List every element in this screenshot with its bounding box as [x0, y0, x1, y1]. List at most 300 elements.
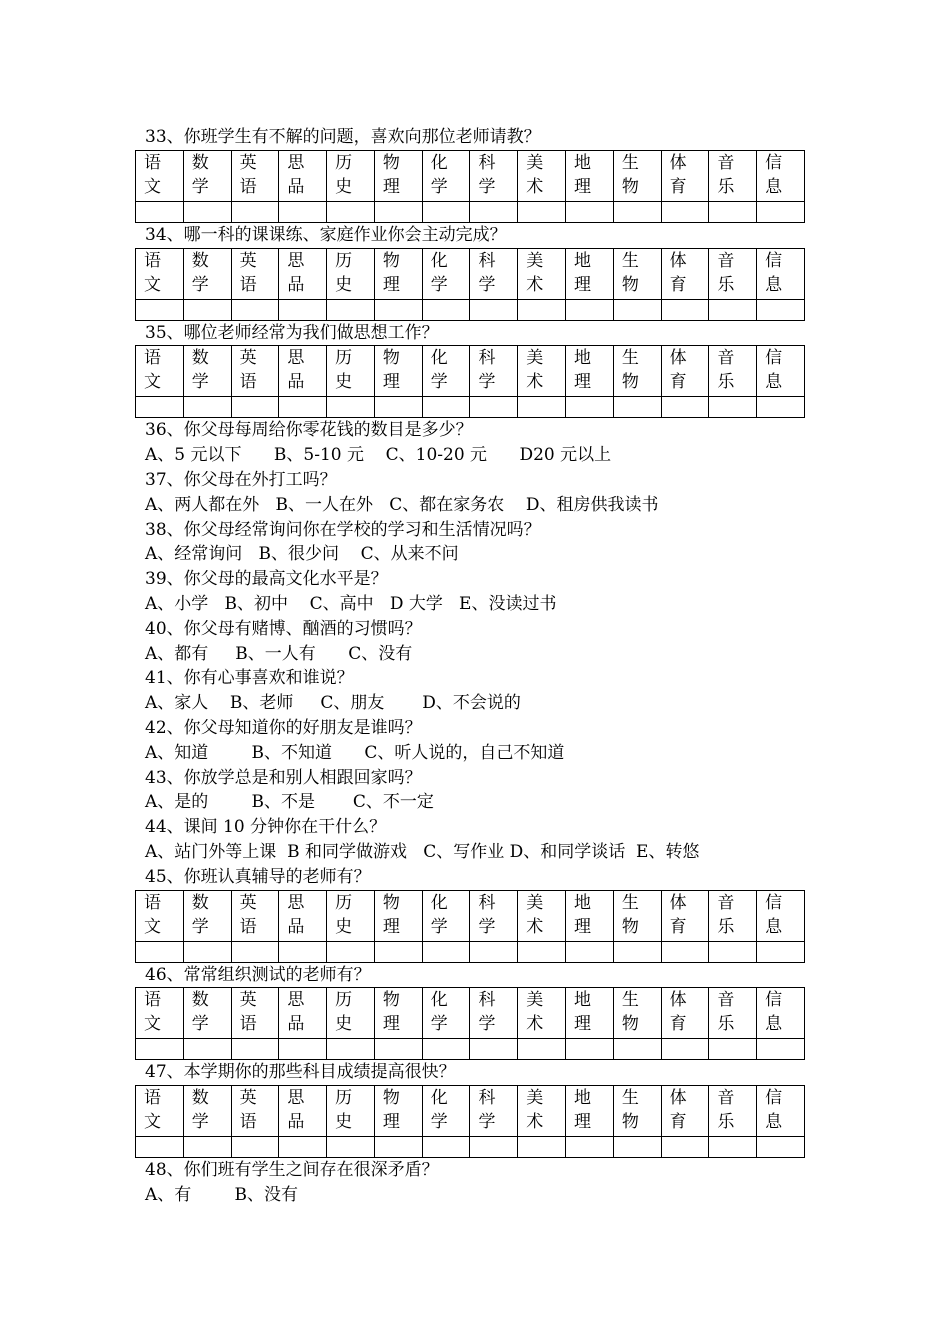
subject-cell	[231, 150, 279, 201]
subject-char: 生	[621, 990, 639, 1011]
subject-char: 历	[335, 152, 353, 173]
answer-cell[interactable]	[183, 1039, 231, 1060]
answer-cell[interactable]	[757, 299, 805, 320]
answer-cell[interactable]	[231, 397, 279, 418]
subject-cell	[231, 988, 279, 1039]
subject-char: 信	[765, 348, 783, 369]
subject-char: 音	[717, 348, 735, 369]
subject-char: 数	[191, 348, 209, 369]
answer-cell[interactable]	[183, 1137, 231, 1158]
answer-cell[interactable]	[327, 941, 375, 962]
subject-char: 数	[191, 892, 209, 913]
subject-cell	[374, 150, 422, 201]
subject-char: 术	[526, 176, 544, 197]
subject-cell	[183, 150, 231, 201]
subject-char: 化	[430, 892, 448, 913]
subject-char: 物	[621, 1112, 639, 1133]
subject-cell	[279, 1086, 327, 1137]
answer-cell[interactable]	[279, 397, 327, 418]
subject-char: 学	[478, 274, 496, 295]
subject-cell	[661, 346, 709, 397]
subject-cell	[566, 346, 614, 397]
subject-cell	[136, 1086, 184, 1137]
subject-cell	[470, 988, 518, 1039]
subject-char: 地	[574, 152, 592, 173]
answer-cell[interactable]	[279, 201, 327, 222]
subject-cell	[709, 150, 757, 201]
subject-char: 理	[574, 916, 592, 937]
answer-cell[interactable]	[374, 201, 422, 222]
answer-cell[interactable]	[279, 1137, 327, 1158]
subject-char: 英	[239, 1088, 257, 1109]
subject-cell	[518, 248, 566, 299]
subject-cell	[231, 890, 279, 941]
subject-char: 信	[765, 990, 783, 1011]
answer-cell[interactable]	[566, 1039, 614, 1060]
question-text: 34、哪一科的课课练、家庭作业你会主动完成？	[145, 224, 507, 245]
subject-char: 物	[621, 1014, 639, 1035]
answer-cell[interactable]	[183, 397, 231, 418]
subject-char: 息	[765, 274, 783, 295]
subject-char: 息	[765, 1112, 783, 1133]
subject-char: 科	[478, 152, 496, 173]
answer-cell[interactable]	[327, 1137, 375, 1158]
subject-cell	[136, 890, 184, 941]
subject-char: 语	[144, 990, 161, 1011]
subject-cell	[613, 1086, 661, 1137]
subject-cell	[613, 346, 661, 397]
subject-char: 语	[239, 176, 257, 197]
subject-char: 美	[526, 348, 544, 369]
subject-table	[135, 248, 805, 321]
answer-cell[interactable]	[709, 201, 757, 222]
question-text: 42、你父母知道你的好朋友是谁吗？	[145, 717, 422, 738]
answer-cell[interactable]	[613, 201, 661, 222]
question-text: 38、你父母经常询问你在学校的学习和生活情况吗？	[145, 519, 541, 540]
answer-cell[interactable]	[661, 941, 709, 962]
question-text: 44、课间 10 分钟你在干什么？	[145, 817, 387, 838]
answer-cell[interactable]	[327, 1039, 375, 1060]
subject-char: 生	[621, 348, 639, 369]
answer-options: A、有 B、没有	[145, 1184, 298, 1205]
subject-cell	[566, 150, 614, 201]
subject-char: 音	[717, 152, 735, 173]
answer-cell[interactable]	[422, 299, 470, 320]
subject-char: 物	[621, 372, 639, 393]
answer-cell[interactable]	[422, 397, 470, 418]
subject-cell	[757, 890, 805, 941]
subject-char: 乐	[717, 176, 735, 197]
subject-char: 语	[239, 916, 257, 937]
subject-char: 语	[239, 1014, 257, 1035]
subject-cell	[661, 150, 709, 201]
subject-cell	[422, 890, 470, 941]
subject-char: 思	[287, 152, 305, 173]
subject-char: 英	[239, 152, 257, 173]
answer-cell[interactable]	[613, 1137, 661, 1158]
answer-cell[interactable]	[327, 299, 375, 320]
subject-cell	[566, 248, 614, 299]
subject-char: 文	[144, 274, 161, 295]
subject-char: 信	[765, 250, 783, 271]
subject-char: 乐	[717, 916, 735, 937]
answer-cell[interactable]	[709, 1039, 757, 1060]
answer-cell[interactable]	[518, 1039, 566, 1060]
question-text: 33、你班学生有不解的问题，喜欢向那位老师请教？	[145, 127, 541, 147]
subject-char: 文	[144, 916, 161, 937]
answer-cell[interactable]	[757, 1137, 805, 1158]
subject-char: 语	[144, 1088, 161, 1109]
subject-cell	[470, 890, 518, 941]
answer-cell[interactable]	[183, 299, 231, 320]
subject-char: 体	[669, 250, 687, 271]
subject-char: 科	[478, 892, 496, 913]
subject-char: 英	[239, 892, 257, 913]
answer-options: A、家人 B、老师 C、朋友 D、不会说的	[145, 693, 521, 714]
subject-char: 品	[287, 274, 305, 295]
subject-cell	[136, 988, 184, 1039]
subject-cell	[183, 988, 231, 1039]
subject-cell	[231, 1086, 279, 1137]
answer-options: A、两人都在外 B、一人在外 C、都在家务农 D、租房供我读书	[145, 494, 659, 515]
question-text: 35、哪位老师经常为我们做思想工作？	[145, 322, 439, 343]
subject-cell	[518, 988, 566, 1039]
subject-char: 历	[335, 892, 353, 913]
answer-options: A、是的 B、不是 C、不一定	[145, 792, 434, 813]
subject-char: 术	[526, 274, 544, 295]
subject-char: 地	[574, 892, 592, 913]
question-text: 36、你父母每周给你零花钱的数目是多少？	[145, 420, 473, 441]
answer-cell[interactable]	[518, 397, 566, 418]
answer-cell[interactable]	[709, 941, 757, 962]
answer-cell[interactable]	[279, 299, 327, 320]
subject-char: 育	[669, 274, 687, 295]
question-text: 45、你班认真辅导的老师有？	[145, 866, 371, 887]
subject-char: 理	[574, 176, 592, 197]
subject-char: 育	[669, 372, 687, 393]
subject-cell	[279, 150, 327, 201]
subject-char: 史	[335, 1112, 353, 1133]
answer-cell[interactable]	[231, 1137, 279, 1158]
subject-cell	[661, 890, 709, 941]
answer-cell[interactable]	[279, 941, 327, 962]
answer-cell[interactable]	[374, 1039, 422, 1060]
subject-char: 学	[191, 176, 209, 197]
subject-char: 学	[191, 372, 209, 393]
subject-cell	[470, 150, 518, 201]
subject-char: 术	[526, 1014, 544, 1035]
answer-cell[interactable]	[136, 201, 184, 222]
subject-char: 美	[526, 892, 544, 913]
subject-char: 育	[669, 1014, 687, 1035]
subject-cell	[470, 1086, 518, 1137]
subject-char: 乐	[717, 1014, 735, 1035]
subject-cell	[709, 890, 757, 941]
subject-char: 音	[717, 1088, 735, 1109]
subject-char: 物	[621, 916, 639, 937]
answer-cell[interactable]	[518, 299, 566, 320]
subject-char: 学	[478, 176, 496, 197]
subject-cell	[136, 150, 184, 201]
subject-cell	[183, 346, 231, 397]
answer-cell[interactable]	[470, 299, 518, 320]
subject-char: 美	[526, 152, 544, 173]
questionnaire-page	[145, 125, 815, 1208]
subject-cell	[518, 150, 566, 201]
answer-cell[interactable]	[661, 1137, 709, 1158]
question-text: 39、你父母的最高文化水平是？	[145, 569, 388, 590]
answer-cell[interactable]	[422, 1137, 470, 1158]
subject-char: 语	[144, 348, 161, 369]
answer-cell[interactable]	[327, 397, 375, 418]
subject-cell	[470, 346, 518, 397]
subject-char: 术	[526, 916, 544, 937]
subject-cell	[327, 150, 375, 201]
subject-cell	[327, 346, 375, 397]
subject-cell	[374, 346, 422, 397]
subject-cell	[279, 248, 327, 299]
answer-cell[interactable]	[183, 941, 231, 962]
subject-char: 学	[191, 274, 209, 295]
subject-char: 物	[382, 990, 400, 1011]
subject-char: 化	[430, 1088, 448, 1109]
subject-cell	[422, 1086, 470, 1137]
answer-cell[interactable]	[757, 1039, 805, 1060]
subject-char: 体	[669, 152, 687, 173]
answer-cell[interactable]	[374, 941, 422, 962]
subject-cell	[327, 890, 375, 941]
subject-char: 物	[621, 274, 639, 295]
subject-char: 品	[287, 1112, 305, 1133]
subject-char: 品	[287, 916, 305, 937]
answer-cell[interactable]	[231, 1039, 279, 1060]
subject-char: 信	[765, 1088, 783, 1109]
answer-cell[interactable]	[661, 299, 709, 320]
subject-cell	[183, 1086, 231, 1137]
answer-cell[interactable]	[613, 941, 661, 962]
answer-options: A、知道 B、不知道 C、听人说的，自己不知道	[145, 742, 565, 763]
answer-cell[interactable]	[661, 201, 709, 222]
subject-char: 生	[621, 250, 639, 271]
subject-table	[135, 890, 805, 963]
subject-char: 音	[717, 990, 735, 1011]
subject-char: 英	[239, 990, 257, 1011]
subject-char: 数	[191, 1088, 209, 1109]
answer-cell[interactable]	[470, 201, 518, 222]
subject-char: 思	[287, 348, 305, 369]
subject-table	[135, 1085, 805, 1158]
subject-char: 理	[382, 274, 400, 295]
answer-cell[interactable]	[613, 299, 661, 320]
subject-char: 品	[287, 372, 305, 393]
answer-cell[interactable]	[470, 397, 518, 418]
answer-cell[interactable]	[231, 299, 279, 320]
subject-char: 息	[765, 916, 783, 937]
subject-cell	[136, 248, 184, 299]
question-text: 40、你父母有赌博、酗酒的习惯吗？	[145, 618, 422, 639]
answer-cell[interactable]	[566, 299, 614, 320]
subject-char: 语	[239, 1112, 257, 1133]
subject-char: 化	[430, 348, 448, 369]
subject-char: 物	[382, 892, 400, 913]
answer-cell[interactable]	[709, 397, 757, 418]
answer-options: A、小学 B、初中 C、高中 D 大学 E、没读过书	[145, 593, 557, 614]
subject-char: 乐	[717, 372, 735, 393]
subject-char: 科	[478, 1088, 496, 1109]
subject-char: 学	[430, 1112, 448, 1133]
subject-cell	[231, 346, 279, 397]
answer-cell[interactable]	[566, 1137, 614, 1158]
answer-cell[interactable]	[183, 201, 231, 222]
subject-char: 语	[239, 274, 257, 295]
answer-cell[interactable]	[661, 397, 709, 418]
subject-char: 体	[669, 892, 687, 913]
subject-char: 物	[382, 152, 400, 173]
subject-cell	[661, 1086, 709, 1137]
subject-cell	[566, 890, 614, 941]
subject-cell	[327, 988, 375, 1039]
subject-char: 文	[144, 1112, 161, 1133]
answer-cell[interactable]	[518, 1137, 566, 1158]
subject-char: 理	[574, 372, 592, 393]
answer-cell[interactable]	[231, 941, 279, 962]
subject-char: 术	[526, 1112, 544, 1133]
subject-char: 息	[765, 1014, 783, 1035]
subject-char: 美	[526, 990, 544, 1011]
answer-cell[interactable]	[566, 941, 614, 962]
answer-options: A、都有 B、一人有 C、没有	[145, 643, 413, 664]
subject-char: 科	[478, 348, 496, 369]
subject-char: 理	[382, 176, 400, 197]
subject-char: 历	[335, 250, 353, 271]
subject-char: 科	[478, 250, 496, 271]
subject-cell	[374, 890, 422, 941]
answer-cell[interactable]	[613, 397, 661, 418]
answer-cell[interactable]	[518, 941, 566, 962]
subject-char: 学	[478, 372, 496, 393]
answer-cell[interactable]	[231, 201, 279, 222]
subject-cell	[518, 1086, 566, 1137]
answer-cell[interactable]	[757, 397, 805, 418]
subject-cell	[183, 890, 231, 941]
subject-char: 生	[621, 1088, 639, 1109]
answer-cell[interactable]	[518, 201, 566, 222]
subject-char: 乐	[717, 1112, 735, 1133]
answer-cell[interactable]	[136, 299, 184, 320]
subject-char: 化	[430, 990, 448, 1011]
subject-char: 物	[621, 176, 639, 197]
answer-cell[interactable]	[422, 1039, 470, 1060]
subject-char: 语	[144, 892, 161, 913]
subject-cell	[757, 150, 805, 201]
answer-cell[interactable]	[136, 941, 184, 962]
subject-cell	[757, 248, 805, 299]
subject-char: 史	[335, 916, 353, 937]
subject-cell	[566, 1086, 614, 1137]
answer-cell[interactable]	[613, 1039, 661, 1060]
answer-cell[interactable]	[709, 1137, 757, 1158]
answer-cell[interactable]	[757, 201, 805, 222]
subject-char: 思	[287, 250, 305, 271]
subject-table	[135, 345, 805, 418]
answer-cell[interactable]	[757, 941, 805, 962]
subject-char: 文	[144, 1014, 161, 1035]
subject-char: 史	[335, 176, 353, 197]
subject-char: 思	[287, 990, 305, 1011]
subject-cell	[613, 248, 661, 299]
answer-cell[interactable]	[136, 1039, 184, 1060]
subject-char: 地	[574, 1088, 592, 1109]
subject-cell	[661, 248, 709, 299]
subject-cell	[661, 988, 709, 1039]
subject-char: 语	[144, 152, 161, 173]
subject-char: 息	[765, 372, 783, 393]
subject-char: 育	[669, 176, 687, 197]
subject-table	[135, 150, 805, 223]
subject-char: 物	[382, 348, 400, 369]
subject-cell	[566, 988, 614, 1039]
subject-char: 术	[526, 372, 544, 393]
answer-cell[interactable]	[422, 201, 470, 222]
subject-char: 学	[430, 916, 448, 937]
subject-char: 文	[144, 176, 161, 197]
answer-cell[interactable]	[279, 1039, 327, 1060]
answer-cell[interactable]	[136, 397, 184, 418]
subject-cell	[374, 248, 422, 299]
answer-cell[interactable]	[566, 201, 614, 222]
subject-char: 化	[430, 152, 448, 173]
answer-cell[interactable]	[374, 299, 422, 320]
answer-cell[interactable]	[422, 941, 470, 962]
answer-cell[interactable]	[709, 299, 757, 320]
answer-cell[interactable]	[566, 397, 614, 418]
answer-cell[interactable]	[374, 397, 422, 418]
subject-char: 体	[669, 348, 687, 369]
answer-cell[interactable]	[470, 941, 518, 962]
subject-cell	[422, 150, 470, 201]
subject-char: 史	[335, 274, 353, 295]
question-text: 48、你们班有学生之间存在很深矛盾？	[145, 1160, 439, 1181]
subject-char: 学	[430, 274, 448, 295]
subject-cell	[279, 890, 327, 941]
subject-char: 育	[669, 916, 687, 937]
subject-cell	[757, 988, 805, 1039]
subject-cell	[613, 988, 661, 1039]
answer-cell[interactable]	[327, 201, 375, 222]
subject-char: 文	[144, 372, 161, 393]
answer-cell[interactable]	[374, 1137, 422, 1158]
subject-char: 思	[287, 892, 305, 913]
subject-cell	[136, 346, 184, 397]
subject-char: 地	[574, 990, 592, 1011]
subject-char: 音	[717, 250, 735, 271]
answer-cell[interactable]	[470, 1137, 518, 1158]
answer-cell[interactable]	[661, 1039, 709, 1060]
subject-cell	[709, 346, 757, 397]
subject-char: 理	[382, 372, 400, 393]
subject-char: 历	[335, 348, 353, 369]
answer-cell[interactable]	[470, 1039, 518, 1060]
answer-cell[interactable]	[136, 1137, 184, 1158]
subject-char: 史	[335, 1014, 353, 1035]
subject-char: 语	[144, 250, 161, 271]
subject-char: 体	[669, 990, 687, 1011]
subject-cell	[374, 1086, 422, 1137]
subject-char: 美	[526, 250, 544, 271]
question-text: 46、常常组织测试的老师有？	[145, 964, 371, 985]
subject-cell	[374, 988, 422, 1039]
subject-cell	[470, 248, 518, 299]
